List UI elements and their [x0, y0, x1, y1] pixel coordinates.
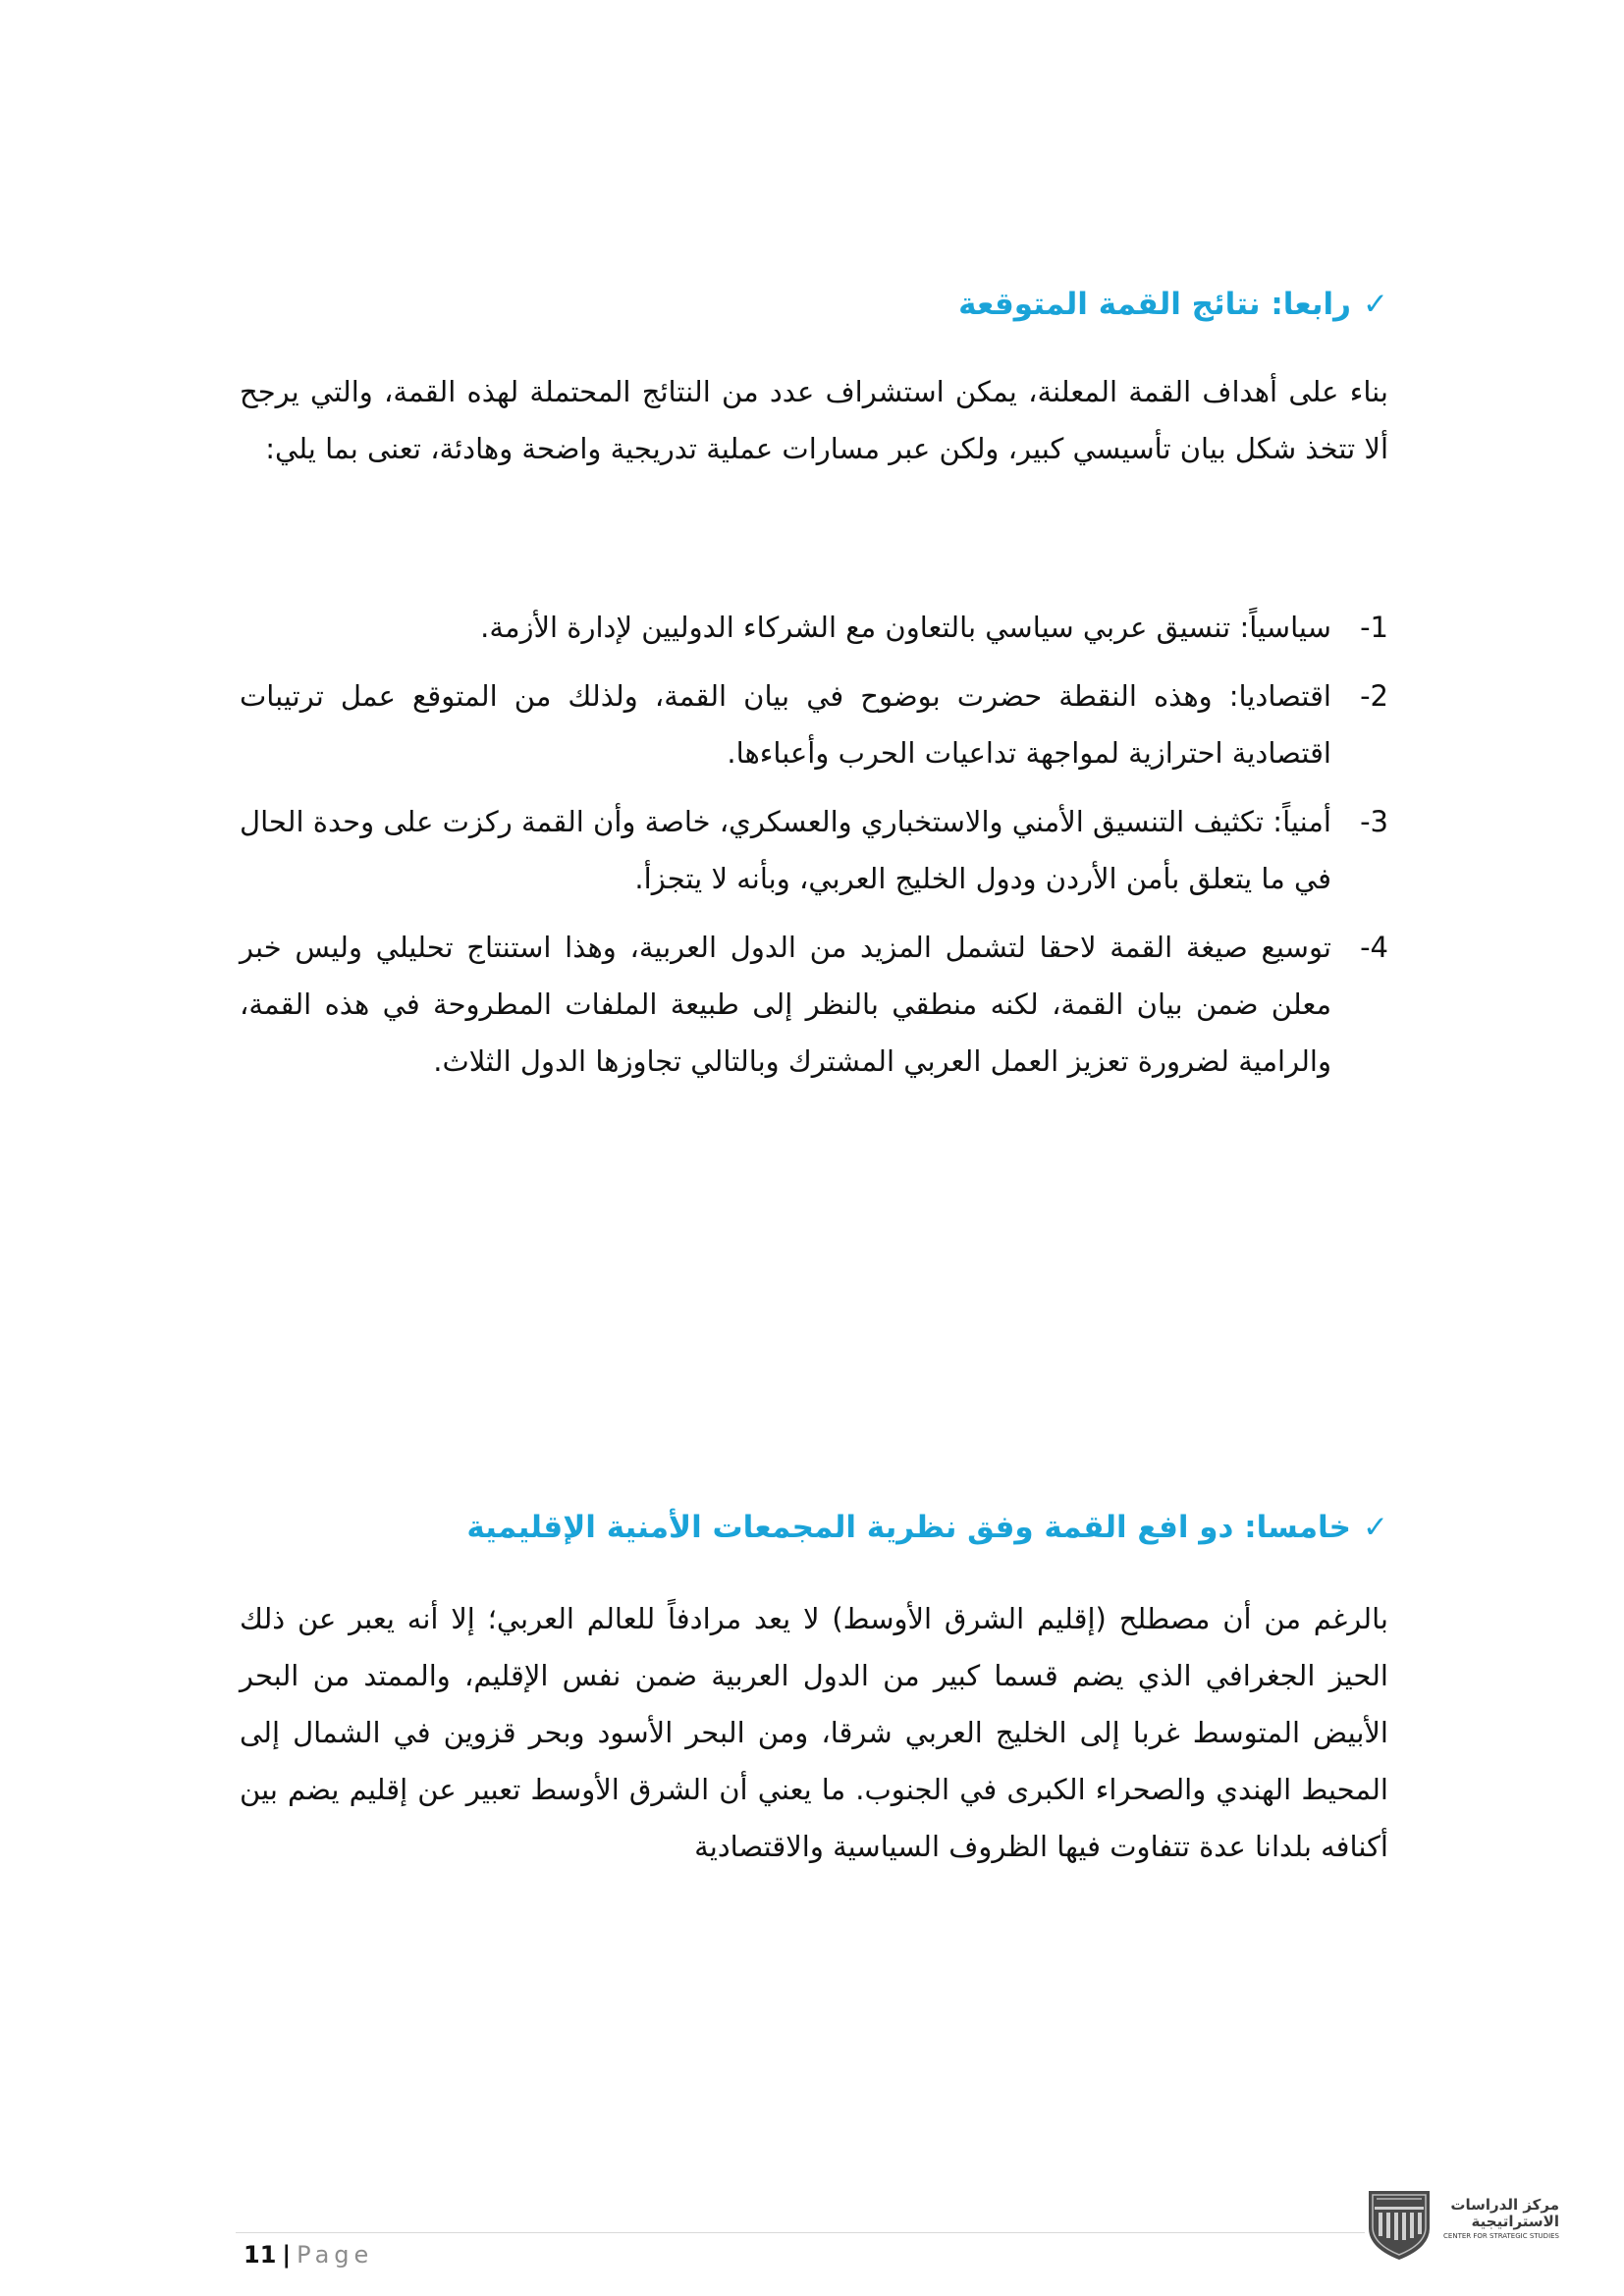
page-number-value: 11 — [244, 2241, 277, 2269]
center-logo — [1363, 2183, 1559, 2262]
shield-emblem-icon — [1363, 2183, 1435, 2262]
section-heading-results — [240, 283, 1388, 326]
list-item — [240, 667, 1388, 781]
logo-line-3: CENTER FOR STRATEGIC STUDIES — [1443, 2232, 1559, 2240]
logo-line-2: الاستراتيجية — [1471, 2213, 1559, 2230]
section-heading-motives — [240, 1506, 1388, 1549]
check-icon: ✓ — [1363, 1510, 1388, 1545]
list-item-number: -2 — [1360, 679, 1388, 713]
motives-paragraph: بالرغم من أن مصطلح (إقليم الشرق الأوسط) لا يعد مرادفاً للعالم العربي؛ إلا أنه يعبر عن ذلك الحيز الجغرافي الذي يضم قسما كبير من الدول العربية ضمن نفس الإقليم، والممتد من البحر الأبيض المتوسط غربا إلى الخليج العربي شرقا، ومن البحر الأسود وبحر قزوين في الشمال إلى المحيط الهندي والصحراء الكبرى في الجنوب. ما يعني أن الشرق الأوسط تعبير عن إقليم يضم بين أكنافه بلدانا عدة تتفاوت فيها الظروف السياسية والاقتصادية — [240, 1602, 1388, 1863]
page-separator: | — [282, 2241, 292, 2269]
section-title: خامسا: دو افع القمة وفق نظرية المجمعات الأمنية الإقليمية — [466, 1510, 1352, 1545]
intro-paragraph: بناء على أهداف القمة المعلنة، يمكن استشراف عدد من النتائج المحتملة لهذه القمة، والتي يرجح ألا تتخذ شكل بيان تأسيسي كبير، ولكن عبر مسارات عملية تدريجية واضحة وهادئة، تعنى بما يلي: — [240, 375, 1388, 465]
logo-text — [1441, 2197, 1559, 2242]
list-item — [240, 919, 1388, 1090]
check-icon: ✓ — [1363, 287, 1388, 322]
list-item-text: اقتصاديا: وهذه النقطة حضرت بوضوح في بيان القمة، ولذلك من المتوقع عمل ترتيبات اقتصادية احترازية لمواجهة تداعيات الحرب وأعباءها. — [240, 679, 1331, 770]
footer-divider — [236, 2232, 1365, 2233]
page-label: Page — [297, 2241, 374, 2269]
section-title: رابعا: نتائج القمة المتوقعة — [958, 287, 1352, 322]
expected-results-list — [240, 599, 1388, 1101]
list-item-text: سياسياً: تنسيق عربي سياسي بالتعاون مع الشركاء الدوليين لإدارة الأزمة. — [480, 611, 1331, 644]
page-number — [244, 2241, 373, 2269]
list-item-number: -3 — [1360, 805, 1388, 838]
list-item-text: أمنياً: تكثيف التنسيق الأمني والاستخباري والعسكري، خاصة وأن القمة ركزت على وحدة الحال في ما يتعلق بأمن الأردن ودول الخليج العربي، وبأنه لا يتجزأ. — [240, 805, 1331, 895]
list-item-number: -1 — [1360, 611, 1388, 644]
list-item-text: توسيع صيغة القمة لاحقا لتشمل المزيد من الدول العربية، وهذا استنتاج تحليلي وليس خبر معلن ضمن بيان القمة، لكنه منطقي بالنظر إلى طبيعة الملفات المطروحة في هذه القمة، والرامية لضرورة تعزيز العمل العربي المشترك وبالتالي تجاوزها الدول الثلاث. — [240, 931, 1331, 1078]
list-item — [240, 793, 1388, 907]
list-item-number: -4 — [1360, 931, 1388, 964]
logo-line-1: مركز الدراسات — [1450, 2196, 1559, 2214]
list-item — [240, 599, 1388, 656]
